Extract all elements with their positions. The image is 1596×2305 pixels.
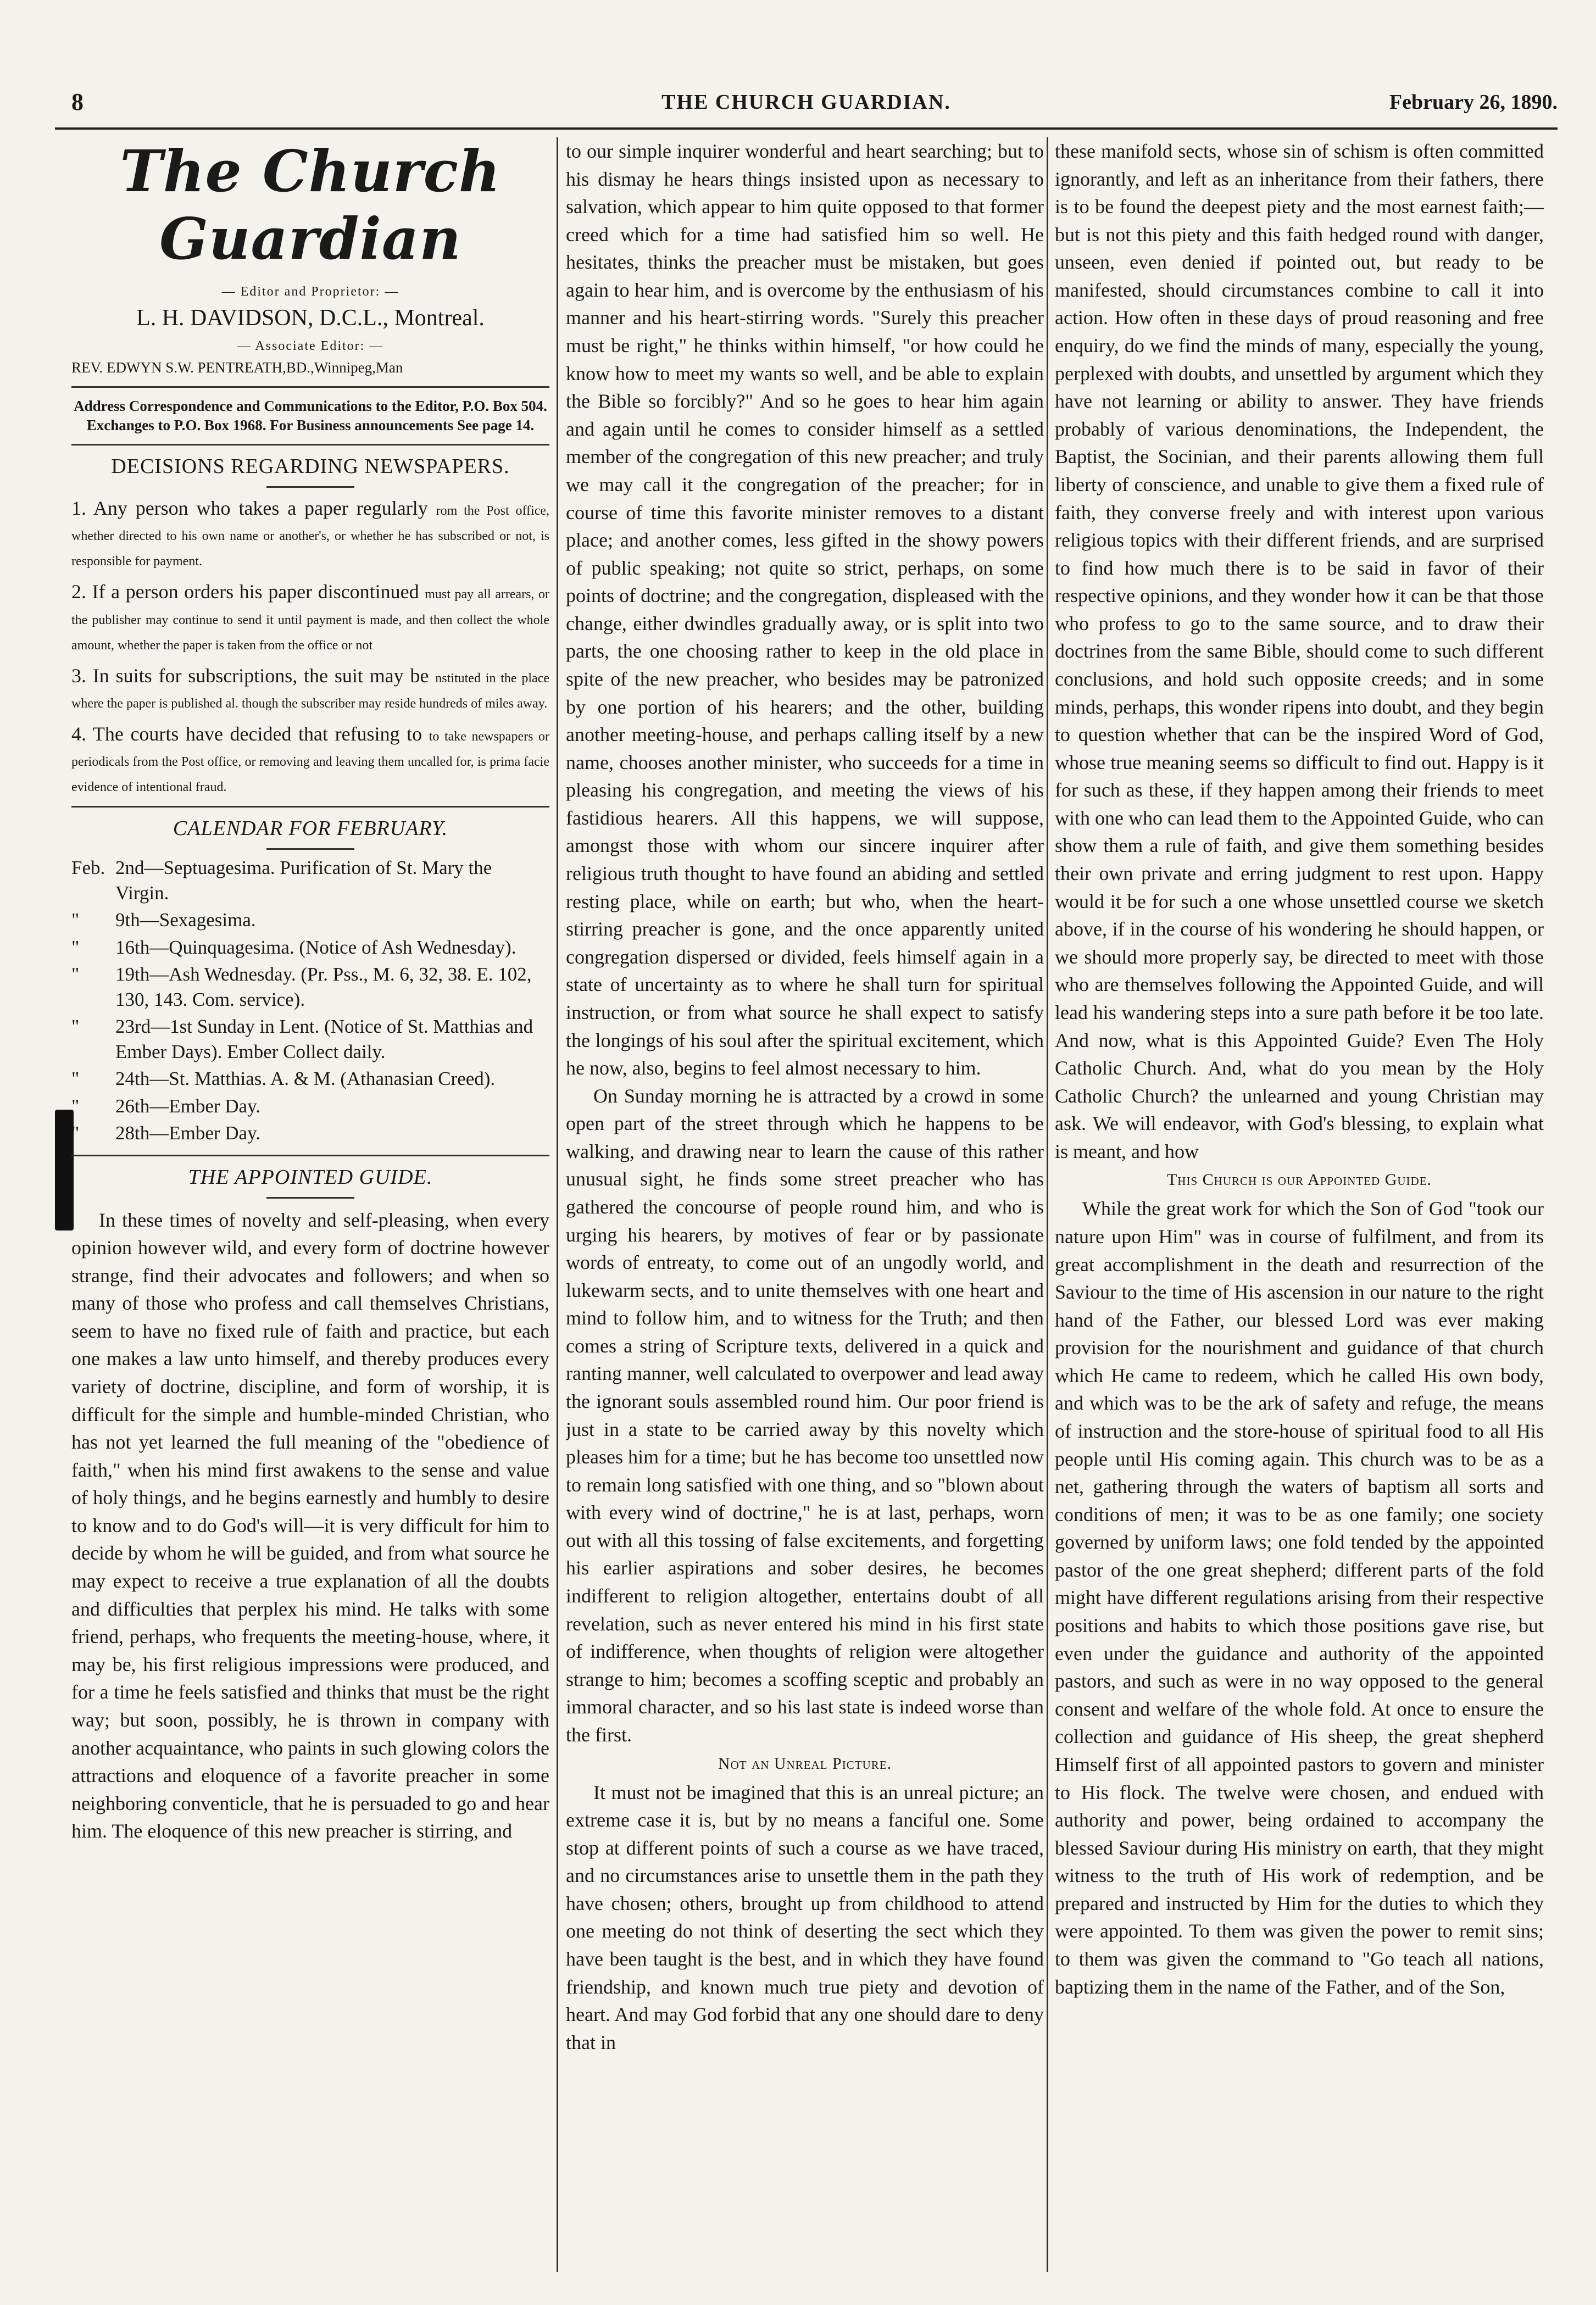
article-paragraph: these manifold sects, whose sin of schism is often committed ignorantly, and left as an inheritance from their fathers, there is to be found the deepest piety and the most earnest faith;—but is not this piety and this faith hedged round with danger, unseen, even denied if pointed out, but ready to be manifested, should circumstances combine to call it into action. How often in these days of proud reasoning and free enquiry, do we find the minds of many, especially the young, perplexed with doubts, and unsettled by argument which they have not learning or ability to answer. They have friends probably of various denominations, the Independent, the Baptist, the Socinian, and their parents allowing them full liberty of conscience, and unable to give them a fixed rule of faith, they converse freely and with interest upon various religious topics with their different friends, and are surprised to find how much there is to be said in favor of their respective opinions, and they wonder how it can be that those who profess to go to the same source, and to draw their doctrines from the same Bible, should come to such different conclusions, and hold such opposite creeds; and in some minds, perhaps, this wonder ripens into doubt, and they begin to question whether that can be the inspired Word of God, whose true meaning seems so difficult to find out. Happy is it for such as these, if they happen among their friends to meet with one who can lead them to the Appointed Guide, who can show them a rule of faith, and give them something besides their own private and erring judgment to rest upon. Happy would it be for such a one whose unsettled course we sketch above, if in the course of his wondering he should happen, or we should more properly say, be directed to meet with those who are themselves following the Appointed Guide, and will lead his wandering steps into a sure path before it be too late. And now, what is this Appointed Guide? Even The Holy Catholic Church. And, what do you mean by the Holy Catholic Church? the unlearned and young Christian may ask. We will endeavor, with God's blessing, to explain what is meant, and how: [1055, 140, 1544, 1162]
decision-item: [71, 721, 549, 797]
column-rule-2: [1047, 137, 1048, 2272]
decision-lead: 3. In suits for subscriptions, the suit may be: [71, 664, 429, 687]
calendar-month: Feb.: [71, 857, 105, 879]
decision-text: nstituted in the place where the paper is published al. though the subscriber may reside hundreds of miles away.: [71, 671, 549, 711]
column-2: [566, 137, 1044, 2272]
editor-name: L. H. DAVIDSON, D.C.L., Montreal.: [136, 305, 485, 331]
article-paragraph: While the great work for which the Son of God "took our nature upon Him" was in course of fulfilment, and from its great accomplishment in the death and resurrection of the Saviour to the time of His ascension in our nature to the right hand of the Father, our blessed Lord was ever making provision for the nourishment and guidance of that church which He came to redeem, which he called His own body, and which was to be the ark of safety and refuge, the means of instruction and the store-house of spiritual food to all His people until His coming again. This church was to be as a net, gathering through the waters of baptism all sorts and conditions of men; it was to be as one family; one society governed by uniform laws; one fold tended by the appointed pastor of the one great shepherd; different parts of the fold might have different regulations arising from their respective positions and habits to which those positions gave rise, but even under the guidance and authority of the appointed pastors, and such as were in no way opposed to the general consent and welfare of the whole fold. At once to ensure the collection and guidance of His sheep, the great shepherd Himself first of all appointed pastors to govern and minister to His flock. The twelve were chosen, and endued with authority and power, being ordained to accompany the blessed Saviour during His ministry on earth, that they might witness to the truth of His work of redemption, and be prepared and instructed by Him for the duties to which they were appointed. To them was given the power to remit sins; to them was given the command to "Go teach all nations, baptizing them in the name of the Father, and of the Son,: [1055, 1198, 1544, 1998]
subheading: This Church is our Appointed Guide.: [1166, 1171, 1432, 1189]
page-number: 8: [71, 88, 84, 115]
divider: [266, 848, 354, 850]
decision-text: must pay all arrears, or the publisher may continue to send it until payment is made, and then collect the whole amount, whether the paper is taken from the office or not: [71, 587, 549, 653]
calendar-heading: CALENDAR FOR FEBRUARY.: [173, 817, 448, 840]
calendar-row: [71, 855, 549, 905]
paper-name: THE CHURCH GUARDIAN.: [661, 91, 951, 114]
ditto-mark: ": [71, 909, 80, 931]
ink-mark: [55, 1110, 74, 1231]
calendar-entry: 26th—Ember Day.: [115, 1095, 261, 1117]
issue-date: February 26, 1890.: [1389, 91, 1558, 114]
article-heading: THE APPOINTED GUIDE.: [188, 1165, 433, 1189]
editor-label: — Editor and Proprietor: —: [221, 285, 399, 299]
calendar-entry: 28th—Ember Day.: [115, 1122, 261, 1144]
calendar-entry: 19th—Ash Wednesday. (Pr. Pss., M. 6, 32, 38. E. 102, 130, 143. Com. service).: [115, 964, 532, 1010]
decision-item: [71, 663, 549, 714]
decision-item: [71, 579, 549, 655]
calendar-row: [71, 907, 549, 933]
ditto-mark: ": [71, 964, 80, 986]
header-rule: [55, 127, 1558, 130]
calendar-row: [71, 1014, 549, 1064]
divider: [71, 1155, 549, 1156]
divider: [266, 486, 354, 488]
calendar-row: [71, 1121, 549, 1146]
calendar-entry: 16th—Quinquagesima. (Notice of Ash Wednesday).: [115, 936, 516, 958]
ditto-mark: ": [71, 1016, 80, 1038]
running-head: [55, 88, 1558, 126]
calendar-entry: 2nd—Septuagesima. Purification of St. Mary the Virgin.: [115, 857, 492, 904]
column-3: [1055, 137, 1544, 2272]
divider: [71, 386, 549, 388]
ditto-mark: ": [71, 1122, 80, 1144]
article-paragraph: In these times of novelty and self-pleasing, when every opinion however wild, and every form of doctrine however strange, find their advocates and followers; and when so many of those who profess and call themselves Christians, seem to have no fixed rule of faith and practice, but each one makes a law unto himself, and thereby produces every variety of doctrine, discipline, and form of worship, it is difficult for the simple and humble-minded Christian, who has not yet learned the full meaning of the "obedience of faith," when his mind first awakens to the sense and value of holy things, and he begins earnestly and humbly to desire to know and to do God's will—it is very difficult for him to decide by whom he will be guided, and from what source he may expect to receive a true explanation of all the doubts and difficulties that perplex his mind. He talks with some friend, perhaps, who frequents the meeting-house, where, it may be, his first religious impressions were produced, and for a time he feels satisfied and thinks that must be the right way; but soon, possibly, he is thrown in company with another acquaintance, who paints in such glowing colors the attractions and eloquence of a favorite preacher in some neighboring conventicle, that he is persuaded to go and hear him. The eloquence of this new preacher is stirring, and: [71, 1209, 549, 1842]
associate-editor-label: — Associate Editor: —: [237, 339, 384, 353]
ditto-mark: ": [71, 1095, 80, 1117]
divider: [266, 1197, 354, 1199]
column-1: [71, 137, 549, 2272]
calendar-entry: 23rd—1st Sunday in Lent. (Notice of St. Matthias and Ember Days). Ember Collect daily.: [115, 1016, 533, 1062]
subheading: Not an Unreal Picture.: [718, 1754, 892, 1773]
divider: [71, 806, 549, 808]
calendar-row: [71, 962, 549, 1012]
decision-lead: 1. Any person who takes a paper regularly: [71, 497, 428, 520]
masthead-title: The Church Guardian: [120, 137, 501, 272]
article-paragraph: to our simple inquirer wonderful and heart searching; but to his dismay he hears things insisted upon as necessary to salvation, which appear to him quite opposed to that former creed which for a time had satisfied him so well. He hesitates, thinks the preacher must be mistaken, but goes again to hear him, and is overcome by the enthusiasm of his manner and his heart-stirring words. "Surely this preacher must be right," he thinks within himself, "or how could he know how to meet my wants so well, and be able to explain the Bible so forcibly?" And so he goes to hear him again and again until he comes to consider himself as a settled member of the congregation of this new preacher; and truly we may call it the congregation of the preacher; for in course of time this favorite minister removes to a distant place; and another comes, less gifted in the showy powers of public speaking; not quite so strict, perhaps, on some points of doctrine; and the congregation, displeased with the change, either dwindles gradually away, or is split into two parts, the one choosing rather to keep in the old place in spite of the new preacher, who besides may be patronized by one portion of his hearers; and the other, building another meeting-house, and perhaps calling itself by a new name, chooses another minister, who succeeds for a time in pleasing his congregation, and meeting the views of his fastidious hearers. All this happens, we will suppose, amongst those with whom our sincere inquirer after religious truth thought to have found an abiding and settled resting place, while on earth; but who, when the heart-stirring preacher is gone, and the once apparently united congregation dispersed or divided, feels himself again in a state of uncertainty as to where he shall turn for spiritual instruction, or from what source he shall expect to satisfy the longings of his soul after the spiritual excitement, which he now, also, begins to feel almost necessary to him.: [566, 140, 1044, 1079]
article-paragraph: On Sunday morning he is attracted by a crowd in some open part of the street through which he happens to be walking, and drawing near to learn the cause of this rather unusual sight, he finds some street preacher who has gathered the concourse of people round him, and who is urging his hearers, by motives of fear or by passionate words of entreaty, to come out of an ungodly world, and lukewarm sects, and to unite themselves with one heart and mind to follow him, and to witness for the Truth; and then comes a string of Scripture texts, delivered in a quick and ranting manner, well calculated to overpower and lead away the ignorant souls assembled round him. Our poor friend is just in a state to be carried away by this novelty which pleases him for a time; but he has become too unsettled now to remain long satisfied with one thing, and so "blown about with every wind of doctrine," he is at last, perhaps, worn out with all this tossing of false excitements, and forgetting his earlier aspirations and sober desires, he becomes indifferent to religion altogether, entertains doubt of all revelation, such as never entered his mind in his first state of indifference, when thoughts of religion were altogether strange to him; becomes a scoffing sceptic and probably an immoral character, and so his last state is indeed worse than the first.: [566, 1084, 1044, 1746]
decision-item: [71, 495, 549, 571]
calendar-row: [71, 935, 549, 960]
calendar-entry: 24th—St. Matthias. A. & M. (Athanasian Creed).: [115, 1068, 496, 1090]
divider: [71, 444, 549, 446]
decision-lead: 4. The courts have decided that refusing to: [71, 722, 422, 745]
decision-text: rom the Post office, whether directed to his own name or another's, or whether he has subscribed or not, is responsible for payment.: [71, 504, 549, 569]
calendar-row: [71, 1066, 549, 1092]
calendar-row: [71, 1094, 549, 1119]
ditto-mark: ": [71, 936, 80, 958]
decision-lead: 2. If a person orders his paper discontinued: [71, 581, 419, 603]
decision-text: to take newspapers or periodicals from the Post office, or removing and leaving them uncalled for, is prima facie evidence of intentional fraud.: [71, 729, 549, 794]
decisions-heading: DECISIONS REGARDING NEWSPAPERS.: [111, 455, 510, 478]
article-paragraph: It must not be imagined that this is an unreal picture; an extreme case it is, but by no means a fanciful one. Some stop at different points of such a course as we have traced, and no circumstances arise to unsettle them in the path they have chosen; others, brought up from childhood to attend one meeting do not think of deserting the sect which they have been taught is the best, and in which they have found friendship, and known much true piety and devotion of heart. And may God forbid that any one should dare to deny that in: [566, 1781, 1044, 2053]
associate-editor-name: REV. EDWYN S.W. PENTREATH,BD.,Winnipeg,Man: [71, 359, 403, 376]
calendar-entry: 9th—Sexagesima.: [115, 909, 256, 931]
ditto-mark: ": [71, 1068, 80, 1090]
address-notice: Address Correspondence and Communications to the Editor, P.O. Box 504. Exchanges to P.O. Box 1968. For Business announcements See page 14.: [74, 398, 547, 434]
column-rule-1: [557, 137, 558, 2272]
